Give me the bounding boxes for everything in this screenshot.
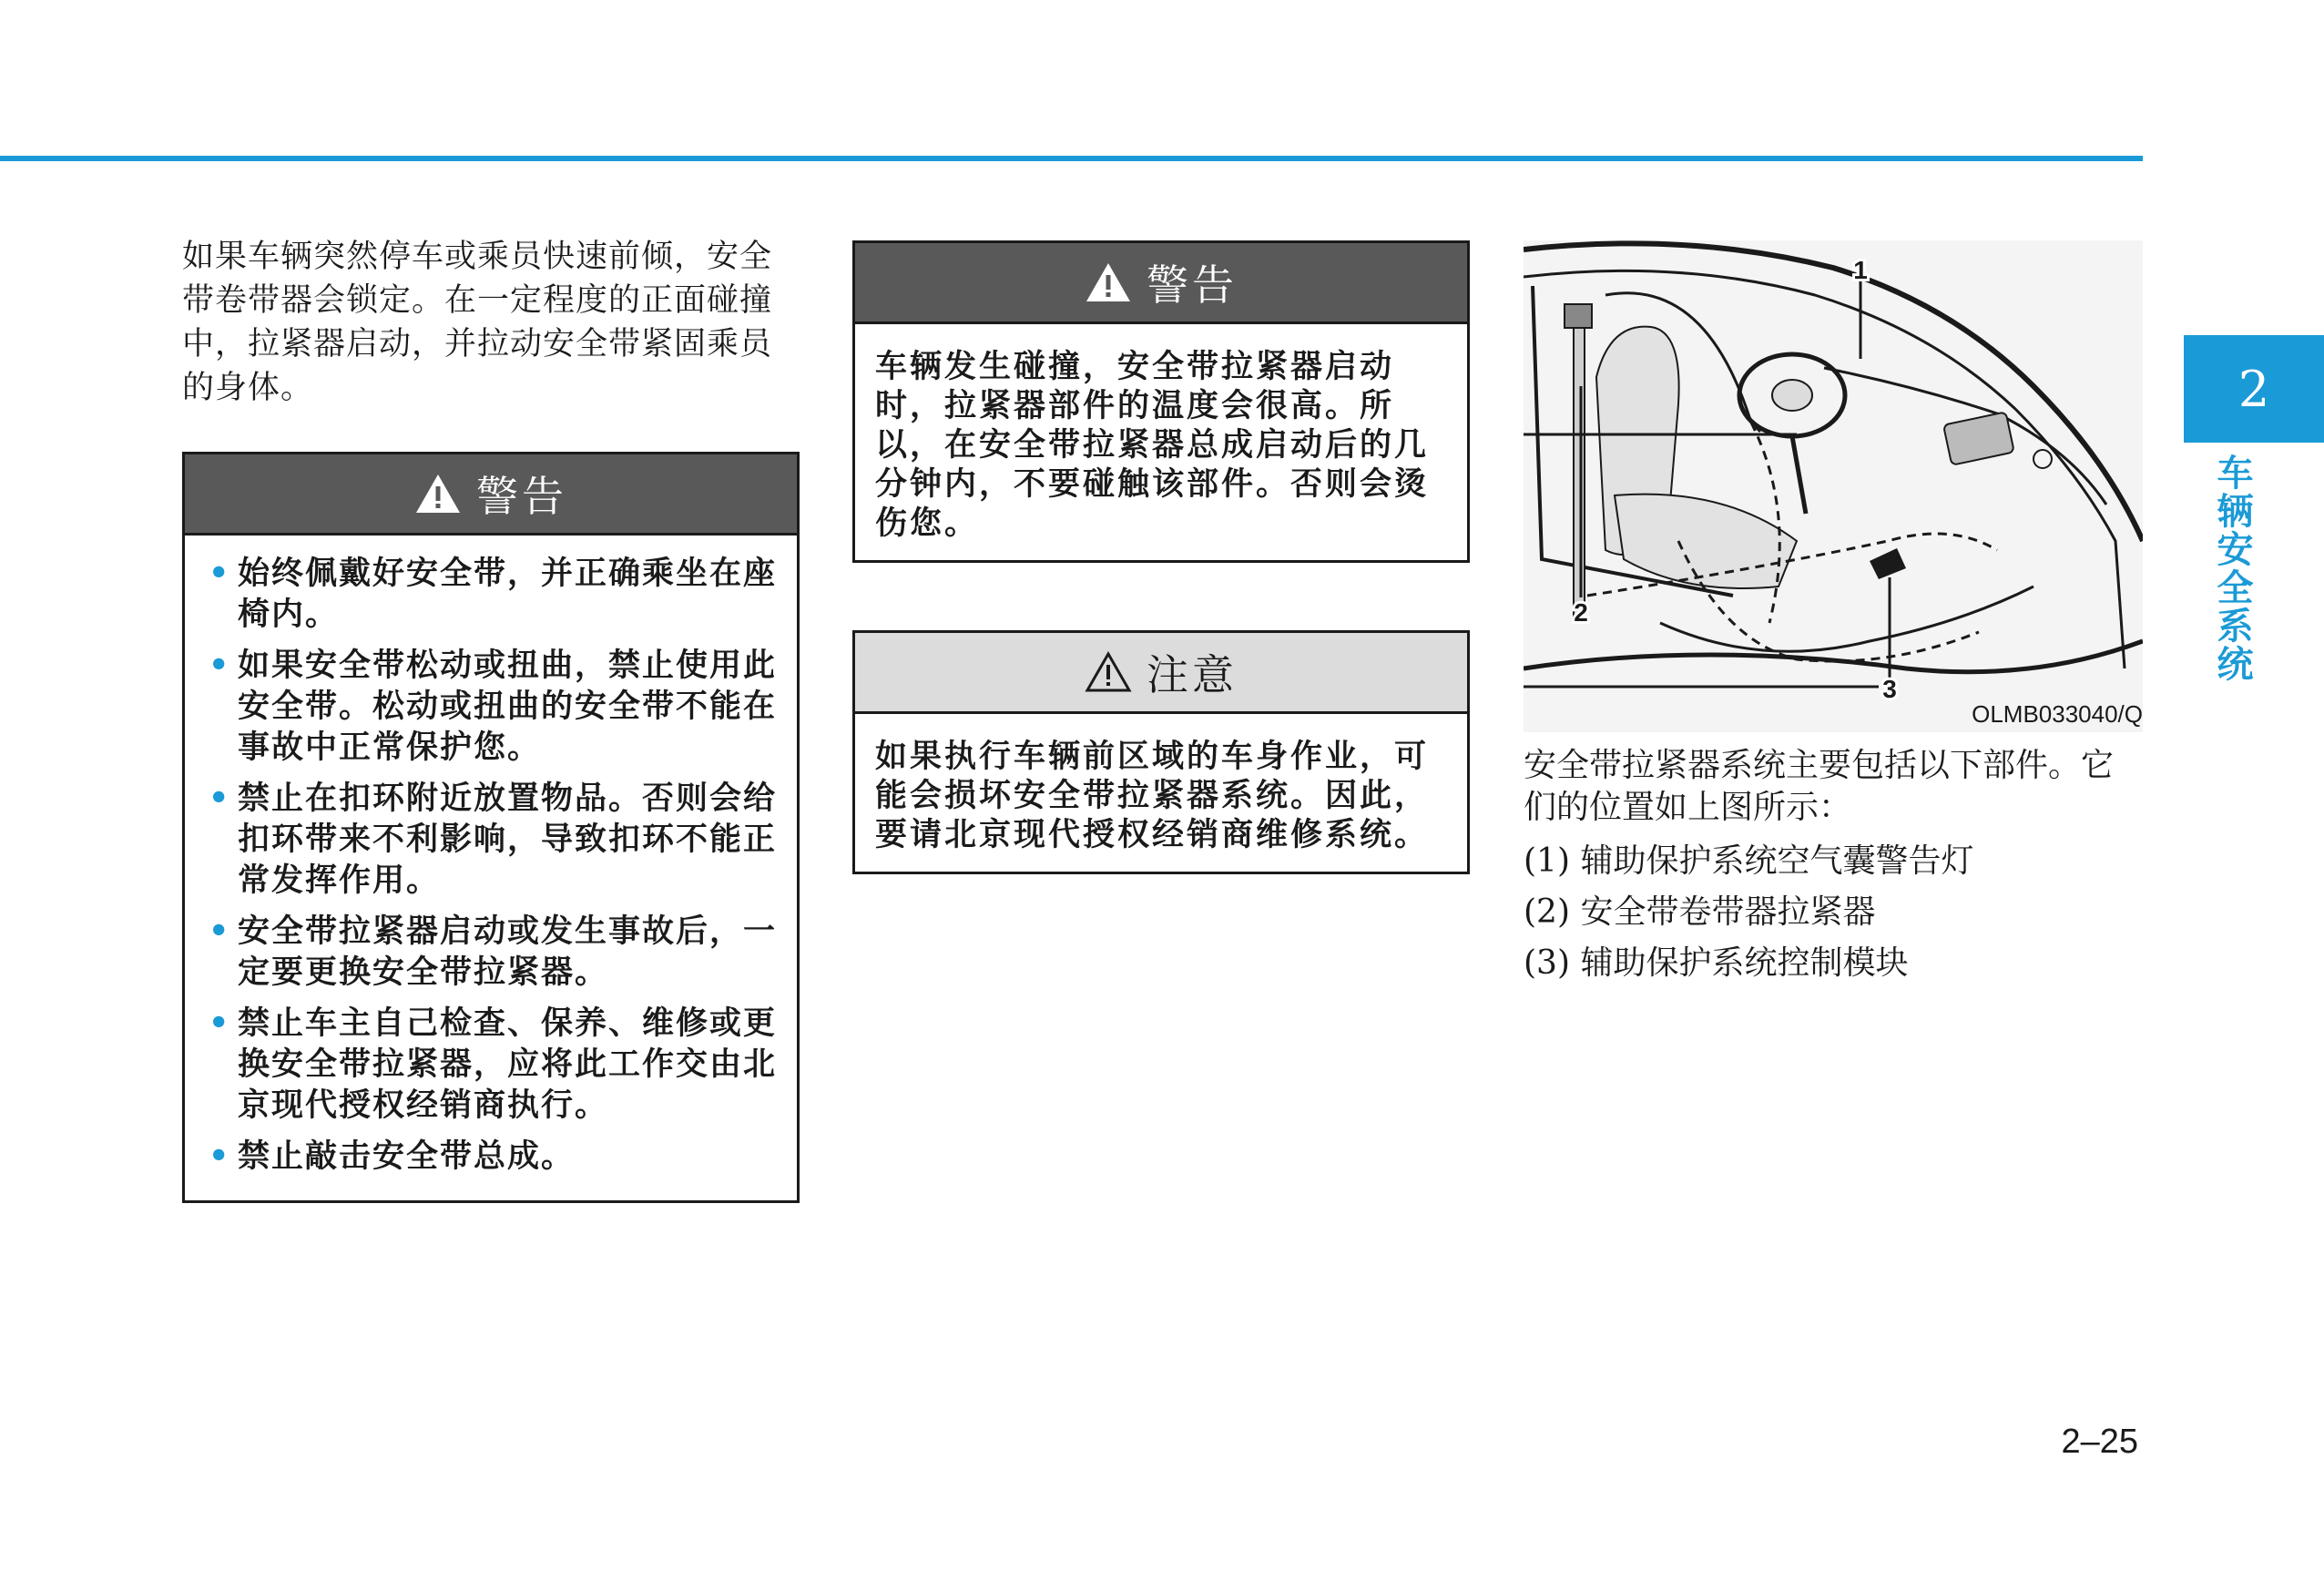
header-rule [0, 156, 2143, 161]
caution-title: 注意 [1147, 650, 1238, 699]
warning-triangle-icon [1085, 261, 1132, 303]
list-item: • 安全带拉紧器启动或发生事故后，一定要更换安全带拉紧器。 [209, 913, 778, 991]
warning-triangle-icon [414, 473, 462, 515]
list-item: • 始终佩戴好安全带，并正确乘坐在座椅内。 [209, 556, 778, 633]
chapter-title: 车辆安全系统 [2211, 454, 2253, 683]
figure-caption: 安全带拉紧器系统主要包括以下部件。它们的位置如上图所示： [1524, 747, 2115, 826]
list-item: (3) 辅助保护系统控制模块 [1524, 944, 1909, 982]
middle-column [852, 240, 1470, 874]
caution-box [852, 630, 1470, 874]
car-interior-figure [1524, 240, 2143, 732]
left-column [182, 235, 800, 1203]
list-item: (2) 安全带卷带器拉紧器 [1524, 893, 1876, 931]
warning-box-mid [852, 240, 1470, 563]
list-item: • 禁止车主自己检查、保养、维修或更换安全带拉紧器，应将此工作交由北京现代授权经销商执行。 [209, 1005, 778, 1124]
callout-1: 1 [1853, 256, 1868, 284]
figure-code: OLMB033040/Q [1972, 700, 2143, 728]
warning-list [185, 536, 797, 1200]
warning-header [185, 454, 797, 536]
caution-triangle-icon [1085, 651, 1132, 693]
list-item: • 如果安全带松动或扭曲，禁止使用此安全带。松动或扭曲的安全带不能在事故中正常保护您。 [209, 648, 778, 766]
list-item: • 禁止敲击安全带总成。 [209, 1138, 576, 1175]
chapter-number-tab: 2 [2184, 335, 2324, 443]
warning-header [855, 243, 1467, 324]
car-interior-illustration [1524, 240, 2143, 732]
right-column [1524, 240, 2143, 989]
caution-header [855, 633, 1467, 714]
warning-title: 警告 [476, 472, 567, 521]
parts-list [1524, 836, 2143, 989]
list-item: • 禁止在扣环附近放置物品。否则会给扣环带来不利影响，导致扣环不能正常发挥作用。 [209, 780, 778, 899]
intro-paragraph: 如果车辆突然停车或乘员快速前倾，安全带卷带器会锁定。在一定程度的正面碰撞中，拉紧器启动，并拉动安全带紧固乘员的身体。 [182, 239, 773, 406]
warning-box-left [182, 452, 800, 1203]
callout-3: 3 [1882, 675, 1897, 703]
callout-2: 2 [1574, 598, 1588, 627]
page-number: 2–25 [2061, 1423, 2138, 1461]
warning-title: 警告 [1147, 260, 1238, 310]
list-item: (1) 辅助保护系统空气囊警告灯 [1524, 842, 1974, 880]
warning-text: 车辆发生碰撞，安全带拉紧器启动时，拉紧器部件的温度会很高。所以，在安全带拉紧器总成启动后的几分钟内，不要碰触该部件。否则会烫伤您。 [875, 349, 1430, 542]
caution-text: 如果执行车辆前区域的车身作业，可能会损坏安全带拉紧器系统。因此，要请北京现代授权经销商维修系统。 [875, 739, 1430, 853]
